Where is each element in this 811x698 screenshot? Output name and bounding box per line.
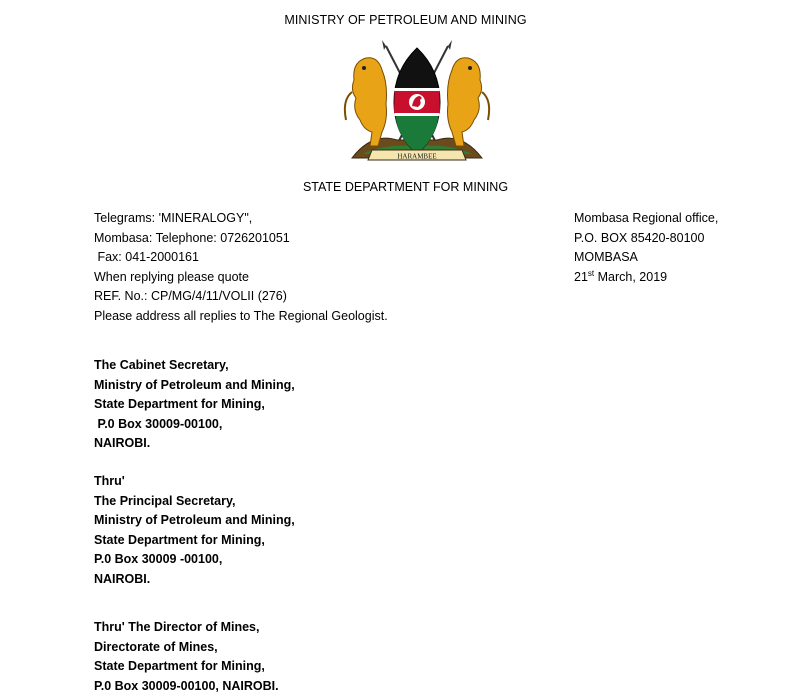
address-line: Ministry of Petroleum and Mining, xyxy=(94,377,295,392)
contact-line: Please address all replies to The Regional Geologist. xyxy=(94,308,388,323)
recipient-cabinet-secretary xyxy=(94,356,295,454)
reference-number: REF. No.: CP/MG/4/11/VOLII (276) xyxy=(94,289,287,303)
emblem-motto-text: HARAMBEE xyxy=(397,152,437,161)
address-line: The Cabinet Secretary, xyxy=(94,358,229,372)
date-day: 21 xyxy=(574,269,588,284)
address-line: The Principal Secretary, xyxy=(94,493,236,508)
contact-line: Mombasa: Telephone: 0726201051 xyxy=(94,230,290,245)
contact-block xyxy=(94,209,388,326)
office-name: Mombasa Regional office, xyxy=(574,211,719,225)
contact-line: When replying please quote xyxy=(94,269,249,284)
recipient-principal-secretary xyxy=(94,472,295,589)
address-line: State Department for Mining, xyxy=(94,659,265,673)
address-line: State Department for Mining, xyxy=(94,532,265,547)
office-city: MOMBASA xyxy=(574,250,638,264)
address-line: Directorate of Mines, xyxy=(94,639,218,654)
ministry-heading: MINISTRY OF PETROLEUM AND MINING xyxy=(284,13,527,27)
address-line: Ministry of Petroleum and Mining, xyxy=(94,513,295,527)
contact-line: Fax: 041-2000161 xyxy=(94,250,199,264)
office-block xyxy=(574,209,718,287)
address-line: P.0 Box 30009 -00100, xyxy=(94,552,223,566)
office-box: P.O. BOX 85420-80100 xyxy=(574,230,705,245)
address-line: P.0 Box 30009-00100, NAIROBI. xyxy=(94,678,279,693)
address-line: Thru' xyxy=(94,474,125,488)
letter-date xyxy=(574,268,718,288)
address-line: P.0 Box 30009-00100, xyxy=(94,416,223,431)
address-line: Thru' The Director of Mines, xyxy=(94,620,260,634)
address-line: NAIROBI. xyxy=(94,436,151,450)
coat-of-arms-emblem xyxy=(342,40,492,168)
recipient-director-of-mines xyxy=(94,618,279,696)
contact-line: Telegrams: 'MINERALOGY", xyxy=(94,211,253,225)
date-suffix: st xyxy=(587,268,595,278)
department-heading: STATE DEPARTMENT FOR MINING xyxy=(302,180,509,194)
address-line: NAIROBI. xyxy=(94,571,151,586)
date-rest: March, 2019 xyxy=(594,269,668,284)
address-line: State Department for Mining, xyxy=(94,397,265,411)
